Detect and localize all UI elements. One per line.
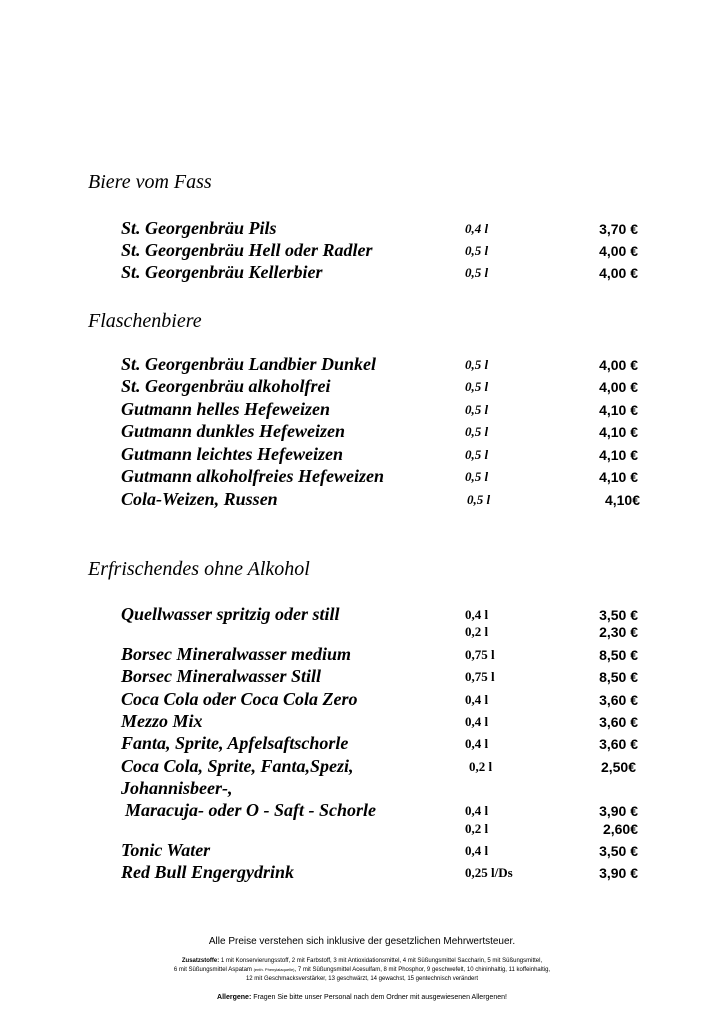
item-name: Coca Cola oder Coca Cola Zero	[121, 689, 358, 709]
additives-note: (enth. Phenylalaquelle)	[253, 967, 295, 972]
additives-text: 6 mit Süßungsmittel Aspatam	[173, 967, 252, 973]
item-name: St. Georgenbräu alkoholfrei	[121, 376, 331, 396]
section-title-flaschen: Flaschenbiere	[88, 310, 202, 332]
item-volume: 0,5 l	[465, 379, 489, 394]
item-price: 4,00 €	[599, 265, 638, 281]
item-price: 3,60 €	[599, 736, 638, 752]
additives-line-3	[0, 974, 724, 984]
item-price: 8,50 €	[599, 669, 638, 685]
item-price: 2,50€	[600, 759, 636, 775]
allergens-label: Allergene:	[217, 994, 252, 1001]
item-name: Fanta, Sprite, Apfelsaftschorle	[121, 733, 349, 753]
item-price: 4,10 €	[599, 447, 638, 463]
item-volume: 0,4 l	[465, 221, 489, 236]
item-name: Borsec Mineralwasser medium	[121, 644, 352, 664]
item-volume: 0,4 l	[465, 714, 489, 729]
allergens-line	[0, 993, 724, 1003]
item-name: Borsec Mineralwasser Still	[121, 666, 322, 686]
item-volume: 0,5 l	[465, 243, 489, 258]
item-name: Gutmann dunkles Hefeweizen	[121, 421, 346, 441]
item-name: Cola-Weizen, Russen	[121, 489, 278, 509]
item-price: 4,10€	[604, 492, 640, 508]
item-volume: 0,4 l	[465, 692, 489, 707]
item-price: 2,30 €	[599, 624, 638, 640]
item-price: 2,60€	[602, 821, 638, 837]
item-volume: 0,5 l	[465, 424, 489, 439]
section-title-fass: Biere vom Fass	[88, 171, 212, 193]
vat-note: Alle Preise verstehen sich inklusive der gesetzlichen Mehrwertsteuer.	[208, 936, 516, 947]
additives-label: Zusatzstoffe:	[181, 958, 220, 964]
item-volume: 0,5 l	[465, 469, 489, 484]
item-volume: 0,5 l	[465, 402, 489, 417]
allergens-text: Fragen Sie bitte unser Personal nach dem Ordner mit ausgewiesenen Allergenen!	[253, 994, 507, 1001]
item-price: 3,70 €	[599, 221, 638, 237]
item-price: 8,50 €	[599, 647, 638, 663]
section-title-alkoholfrei: Erfrischendes ohne Alkohol	[88, 558, 310, 580]
item-name: Red Bull Engergydrink	[121, 862, 295, 882]
item-price: 3,60 €	[599, 692, 638, 708]
item-price: 4,10 €	[599, 402, 638, 418]
additives-text: 1 mit Konservierungsstoff, 2 mit Farbstoff, 3 mit Antioxidationsmittel, 4 mit Süßungsmittel Saccharin, 5 mit Süßungsmittel,	[220, 958, 543, 964]
item-name: St. Georgenbräu Kellerbier	[121, 262, 323, 282]
item-volume: 0,5 l	[467, 492, 491, 507]
item-price: 4,10 €	[599, 469, 638, 485]
item-name: Gutmann leichtes Hefeweizen	[121, 444, 343, 464]
item-volume: 0,2 l	[465, 821, 489, 836]
item-name: Gutmann helles Hefeweizen	[121, 399, 331, 419]
item-volume: 0,2 l	[465, 624, 489, 639]
item-volume: 0,5 l	[465, 447, 489, 462]
item-price: 3,50 €	[599, 843, 638, 859]
item-volume: 0,5 l	[465, 357, 489, 372]
item-price: 3,50 €	[599, 607, 638, 623]
item-name: Quellwasser spritzig oder still	[121, 604, 340, 624]
item-price: 3,60 €	[599, 714, 638, 730]
item-name: Tonic Water	[121, 840, 211, 860]
item-price: 4,00 €	[599, 357, 638, 373]
item-volume: 0,75 l	[465, 669, 495, 684]
item-volume: 0,25 l/Ds	[465, 865, 513, 880]
item-volume: 0,4 l	[465, 607, 489, 622]
additives-text: , 7 mit Süßungsmittel Acesulfam, 8 mit Phosphor, 9 geschwefelt, 10 chininhaltig, 11 koffeinhaltig,	[294, 967, 551, 973]
additives-text: 12 mit Geschmacksverstärker, 13 geschwärzt, 14 gewachst, 15 gentechnisch verändert	[245, 976, 479, 982]
item-price: 3,90 €	[599, 803, 638, 819]
item-volume: 0,4 l	[465, 803, 489, 818]
item-volume: 0,4 l	[465, 843, 489, 858]
item-name: Mezzo Mix	[121, 711, 203, 731]
item-volume: 0,75 l	[465, 647, 495, 662]
item-name: Coca Cola, Sprite, Fanta,Spezi,	[121, 756, 354, 776]
item-price: 4,00 €	[599, 379, 638, 395]
item-name: St. Georgenbräu Landbier Dunkel	[121, 354, 377, 374]
item-price: 4,10 €	[599, 424, 638, 440]
item-name: Johannisbeer-,	[121, 778, 233, 798]
item-name: Gutmann alkoholfreies Hefeweizen	[121, 466, 385, 486]
item-volume: 0,4 l	[465, 736, 489, 751]
item-volume: 0,2 l	[469, 759, 493, 774]
item-price: 3,90 €	[599, 865, 638, 881]
item-name: Maracuja- oder O - Saft - Schorle	[125, 800, 376, 820]
item-price: 4,00 €	[599, 243, 638, 259]
item-volume: 0,5 l	[465, 265, 489, 280]
item-name: St. Georgenbräu Hell oder Radler	[121, 240, 373, 260]
item-name: St. Georgenbräu Pils	[121, 218, 277, 238]
